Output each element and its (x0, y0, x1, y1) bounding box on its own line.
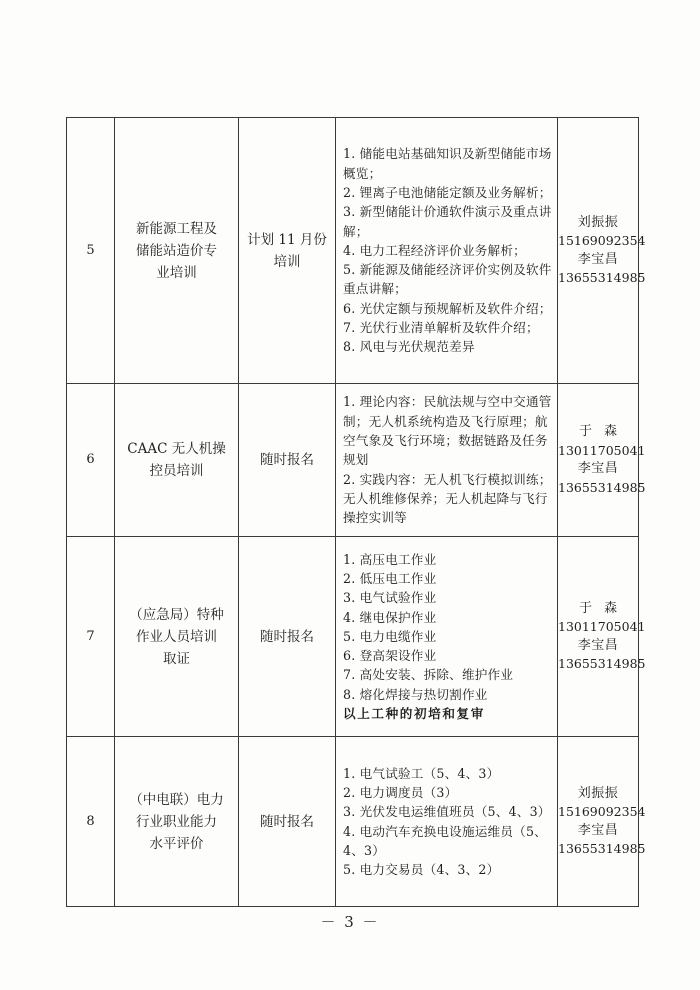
training-time (239, 537, 336, 737)
course-name (115, 737, 239, 907)
content-item: 1. 高压电工作业 (343, 551, 437, 567)
contact-name: 李宝昌 (577, 637, 619, 653)
content-item: 3. 电气试验作业 (343, 590, 437, 606)
content-item: 1. 储能电站基础知识及新型储能市场概览； (343, 146, 552, 181)
page-number: － 3 － (320, 913, 380, 931)
course-name (115, 537, 239, 737)
course-name (115, 384, 239, 537)
course-name-line: 控员培训 (149, 463, 204, 479)
training-time-line: 随时报名 (260, 452, 314, 468)
content-item: 4. 电动汽车充换电设施运维员（5、4、3） (343, 823, 547, 858)
contact-phone: 13655314985 (558, 270, 646, 285)
content-item: 5. 电力电缆作业 (343, 628, 437, 644)
content-item: 8. 风电与光伏规范差异 (343, 339, 475, 355)
content-item: 2. 实践内容：无人机飞行模拟训练；无人机维修保养；无人机起降与飞行操控实训等 (343, 471, 552, 526)
course-name-line: CAAC 无人机操 (127, 441, 226, 457)
contact-phone: 13011705041 (558, 619, 646, 634)
training-time (239, 737, 336, 907)
contact-info (558, 737, 646, 907)
content-item: 2. 电力调度员（3） (343, 784, 458, 800)
row-number: 7 (67, 537, 115, 737)
training-time (239, 384, 336, 537)
row-number: 5 (67, 118, 115, 384)
training-time-line: 培训 (273, 253, 301, 270)
training-time (239, 118, 336, 384)
course-name-line: 作业人员培训 (136, 628, 217, 645)
contact-name: 李宝昌 (577, 822, 619, 838)
course-name-line: （中电联）电力 (129, 791, 224, 808)
table-row (67, 737, 639, 907)
training-content (336, 384, 558, 537)
training-time-line: 随时报名 (260, 628, 314, 645)
content-item: 7. 光伏行业清单解析及软件介绍； (343, 320, 539, 336)
course-name-line: 取证 (163, 650, 190, 667)
course-name-line: 储能站造价专 (136, 242, 217, 259)
contact-phone: 15169092354 (558, 804, 646, 819)
training-course-table (66, 117, 646, 907)
training-time-line: 随时报名 (260, 813, 314, 830)
contact-name: 于森 (578, 600, 629, 616)
contact-name: 于森 (578, 424, 629, 439)
contact-info (558, 384, 646, 537)
course-name (115, 118, 239, 384)
course-name-line: 行业职业能力 (136, 813, 217, 830)
training-time-line: 计划 11 月份 (247, 231, 327, 248)
contact-name: 刘振振 (577, 785, 619, 801)
contact-phone: 13011705041 (558, 442, 646, 458)
course-name-line: （应急局）特种 (129, 606, 224, 623)
table-row (67, 118, 639, 384)
contact-name: 李宝昌 (577, 461, 619, 476)
content-item: 7. 高处安装、拆除、维护作业 (343, 667, 514, 683)
content-item: 2. 锂离子电池储能定额及业务解析； (343, 184, 552, 200)
contact-info (558, 537, 646, 737)
content-item: 2. 低压电工作业 (343, 570, 437, 586)
contact-phone: 13655314985 (558, 656, 646, 671)
course-name-line: 业培训 (156, 264, 197, 281)
content-item: 3. 光伏发电运维值班员（5、4、3） (343, 804, 551, 820)
row-number: 8 (67, 737, 115, 907)
content-emphasis: 以上工种的初培和复审 (343, 706, 485, 722)
training-content (336, 537, 558, 737)
content-item: 6. 登高架设作业 (343, 648, 437, 664)
content-item: 5. 新能源及储能经济评价实例及软件重点讲解； (343, 262, 552, 297)
content-item: 1. 理论内容：民航法规与空中交通管制；无人机系统构造及飞行原理；航空气象及飞行环境；数据链路及任务规划 (343, 394, 552, 468)
content-item: 5. 电力交易员（4、3、2） (343, 862, 500, 878)
content-item: 1. 电气试验工（5、4、3） (343, 765, 500, 781)
content-item: 4. 电力工程经济评价业务解析； (343, 242, 526, 258)
contact-name: 李宝昌 (577, 251, 619, 267)
contact-phone: 15169092354 (558, 233, 646, 248)
row-number: 6 (67, 384, 115, 537)
course-name-line: 水平评价 (149, 835, 204, 852)
content-item: 8. 熔化焊接与热切割作业 (343, 686, 488, 702)
content-item: 3. 新型储能计价通软件演示及重点讲解； (343, 204, 552, 239)
course-name-line: 新能源工程及 (136, 220, 217, 237)
content-item: 4. 继电保护作业 (343, 609, 437, 625)
contact-name: 刘振振 (577, 214, 619, 230)
contact-phone: 13655314985 (558, 841, 646, 856)
table-row (67, 537, 639, 737)
table-row (67, 384, 639, 537)
training-content (336, 118, 558, 384)
contact-phone: 13655314985 (558, 479, 646, 495)
contact-info (558, 118, 646, 384)
content-item: 6. 光伏定额与预规解析及软件介绍； (343, 300, 552, 316)
training-content (336, 737, 558, 907)
